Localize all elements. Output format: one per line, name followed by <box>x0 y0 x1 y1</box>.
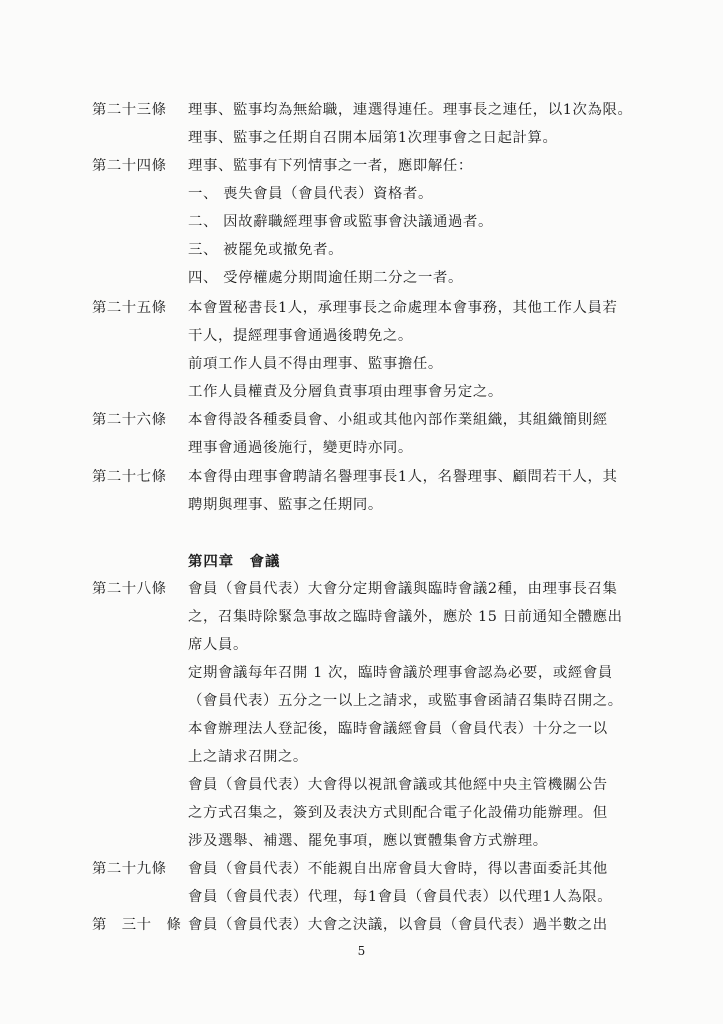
article-text: 理事、監事均為無給職，連選得連任。理事長之連任，以1次為限。 <box>188 102 633 118</box>
article-24-line-4 <box>92 236 652 264</box>
article-text: 本會得設各種委員會、小組或其他內部作業組織，其組織簡則經 <box>188 412 608 428</box>
article-26-line-1 <box>92 406 652 434</box>
article-24-line-2 <box>92 180 652 208</box>
article-text: 上之請求召開之。 <box>188 749 308 765</box>
article-text: 定期會議每年召開 1 次，臨時會議於理事會認為必要，或經會員 <box>188 665 613 681</box>
article-28-line-2 <box>92 603 652 631</box>
article-text: 三、 被罷免或撤免者。 <box>188 242 344 258</box>
article-30-line-1 <box>92 911 652 939</box>
article-text: 四、 受停權處分期間逾任期二分之一者。 <box>188 270 464 286</box>
article-25-line-2 <box>92 322 652 350</box>
article-text: 一、 喪失會員（會員代表）資格者。 <box>188 186 434 202</box>
article-text: 涉及選舉、補選、罷免事項，應以實體集會方式辦理。 <box>188 833 548 849</box>
article-25-line-4 <box>92 378 652 406</box>
article-text: 聘期與理事、監事之任期同。 <box>188 497 383 513</box>
article-28-line-4 <box>92 659 652 687</box>
article-28-line-7 <box>92 743 652 771</box>
article-text: 本會置秘書長1人，承理事長之命處理本會事務，其他工作人員若 <box>188 300 618 316</box>
article-text: 理事、監事之任期自召開本屆第1次理事會之日起計算。 <box>188 130 558 146</box>
article-label: 第 三十 條 <box>92 917 182 933</box>
article-29-line-1 <box>92 855 652 883</box>
article-25-line-1 <box>92 294 652 322</box>
chapter-heading-row <box>92 548 652 576</box>
article-28-line-6 <box>92 715 652 743</box>
chapter-heading: 第四章 會議 <box>188 553 281 570</box>
article-text: 本會得由理事會聘請名譽理事長1人，名譽理事、顧問若干人，其 <box>188 469 618 485</box>
article-text: 會員（會員代表）不能親自出席會員大會時，得以書面委託其他 <box>188 861 608 877</box>
article-27-line-2 <box>92 491 652 519</box>
article-24-line-3 <box>92 208 652 236</box>
article-text: 會員（會員代表）大會得以視訊會議或其他經中央主管機關公告 <box>188 777 608 793</box>
article-24-line-5 <box>92 264 652 292</box>
article-26-line-2 <box>92 434 652 462</box>
article-label: 第二十三條 <box>92 102 167 118</box>
article-text: 會員（會員代表）大會之決議，以會員（會員代表）過半數之出 <box>188 917 608 933</box>
article-23-line-2 <box>92 124 652 152</box>
article-label: 第二十七條 <box>92 469 167 485</box>
article-28-line-5 <box>92 687 652 715</box>
article-text: 會員（會員代表）大會分定期會議與臨時會議2種，由理事長召集 <box>188 581 618 597</box>
article-text: 理事會通過後施行，變更時亦同。 <box>188 440 413 456</box>
article-label: 第二十五條 <box>92 300 167 316</box>
article-text: 工作人員權責及分層負責事項由理事會另定之。 <box>188 384 503 400</box>
article-text: （會員代表）五分之一以上之請求，或監事會函請召集時召開之。 <box>188 693 623 709</box>
article-27-line-1 <box>92 463 652 491</box>
article-text: 理事、監事有下列情事之一者，應即解任： <box>188 158 473 174</box>
article-label: 第二十八條 <box>92 581 167 597</box>
article-25-line-3 <box>92 350 652 378</box>
article-label: 第二十六條 <box>92 412 167 428</box>
article-23-line-1 <box>92 96 652 124</box>
article-text: 二、 因故辭職經理事會或監事會決議通過者。 <box>188 214 493 230</box>
article-28-line-3 <box>92 631 652 659</box>
article-text: 席人員。 <box>188 637 248 653</box>
page-number: 5 <box>357 944 366 958</box>
article-29-line-2 <box>92 883 652 911</box>
article-28-line-10 <box>92 827 652 855</box>
article-24-line-1 <box>92 152 652 180</box>
article-text: 之方式召集之，簽到及表決方式則配合電子化設備功能辦理。但 <box>188 805 608 821</box>
article-28-line-8 <box>92 771 652 799</box>
article-28-line-1 <box>92 575 652 603</box>
article-text: 本會辦理法人登記後，臨時會議經會員（會員代表）十分之一以 <box>188 721 608 737</box>
article-28-line-9 <box>92 799 652 827</box>
article-text: 會員（會員代表）代理，每1會員（會員代表）以代理1人為限。 <box>188 889 613 905</box>
article-label: 第二十四條 <box>92 158 167 174</box>
article-label: 第二十九條 <box>92 861 167 877</box>
article-text: 之，召集時除緊急事故之臨時會議外，應於 15 日前通知全體應出 <box>188 609 623 625</box>
article-text: 干人，提經理事會通過後聘免之。 <box>188 328 413 344</box>
article-text: 前項工作人員不得由理事、監事擔任。 <box>188 356 443 372</box>
